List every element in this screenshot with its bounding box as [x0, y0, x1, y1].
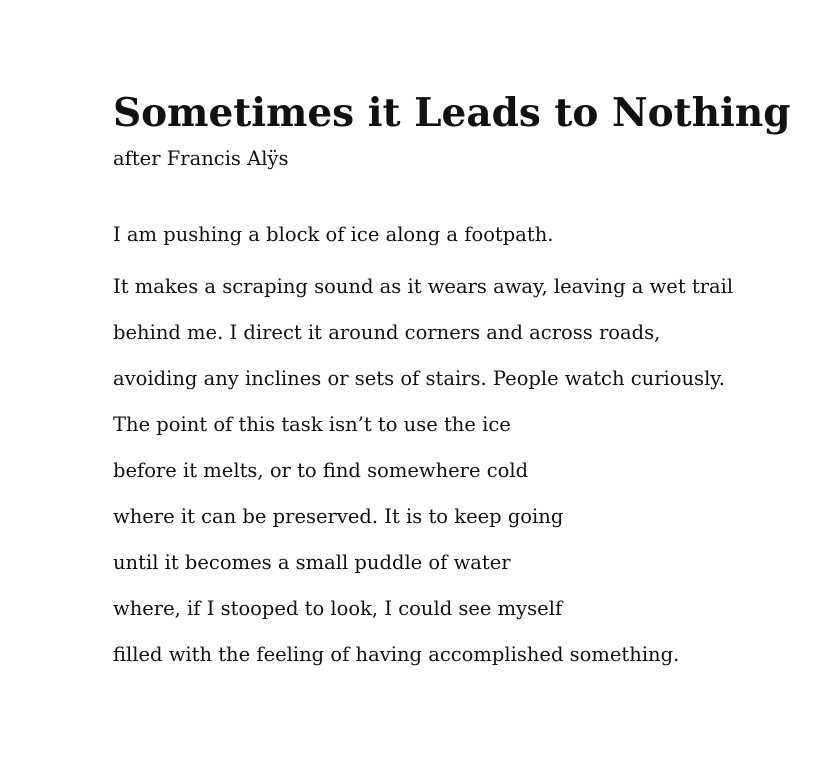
poem-stanza — [113, 220, 803, 678]
poem-line: filled with the feeling of having accomplished something. — [113, 643, 680, 666]
poem-line: before it melts, or to find somewhere cold — [113, 459, 529, 482]
poem-dedication: after Francis Alÿs — [113, 147, 289, 170]
poem-line: I am pushing a block of ice along a footpath. — [113, 223, 554, 246]
poem-title: Sometimes it Leads to Nothing — [113, 90, 791, 136]
poem — [113, 90, 803, 678]
poem-line: where, if I stooped to look, I could see myself — [113, 597, 563, 620]
poem-line: until it becomes a small puddle of water — [113, 551, 511, 574]
poem-line: It makes a scraping sound as it wears away, leaving a wet trail — [113, 275, 734, 298]
poem-line: behind me. I direct it around corners and across roads, — [113, 321, 661, 344]
poem-line: The point of this task isn’t to use the ice — [113, 413, 511, 436]
poem-line: where it can be preserved. It is to keep going — [113, 505, 564, 528]
poem-line: avoiding any inclines or sets of stairs. People watch curiously. — [113, 367, 725, 390]
